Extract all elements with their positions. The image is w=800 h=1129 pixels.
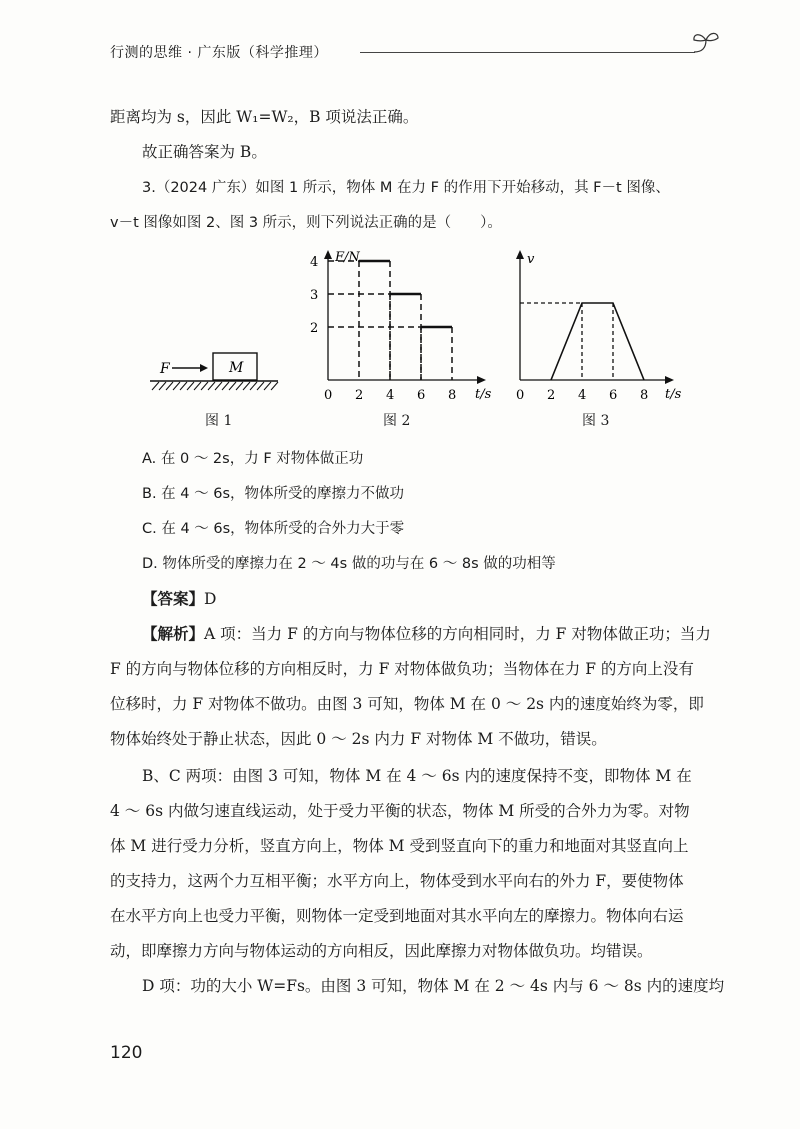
fig2-y-label: F/N: [335, 250, 360, 265]
option-d: D. 物体所受的摩擦力在 2 ～ 4s 做的功与在 6 ～ 8s 做的功相等: [142, 556, 556, 572]
analysis-line-1: 【解析】A 项：当力 F 的方向与物体位移的方向相同时，力 F 对物体做正功；当力: [142, 624, 711, 643]
fig3-velocity-line: [551, 303, 644, 380]
analysis-line-2: F 的方向与物体位移的方向相反时，力 F 对物体做负功；当物体在力 F 的方向上没有: [110, 660, 694, 678]
fig3-y-label: v: [527, 252, 535, 267]
analysis-label: 【解析】: [142, 624, 205, 643]
analysis-line-3: 位移时，力 F 对物体不做功。由图 3 可知，物体 M 在 0 ～ 2s 内的速度始终为零，即: [110, 695, 704, 713]
fig2-x-tick-label: 6: [417, 388, 426, 403]
fig2-y-tick-label: 4: [310, 255, 319, 270]
figure-2-caption: 图 2: [383, 413, 411, 429]
page-number: 120: [110, 1043, 143, 1063]
figure-1-diagram: [150, 345, 285, 395]
analysis-line-10: 动，即摩擦力方向与物体运动的方向相反，因此摩擦力对物体做负功。均错误。: [110, 942, 653, 960]
fig2-y-tick-label: 3: [310, 288, 319, 303]
answer-label: 【答案】: [142, 589, 205, 608]
fig2-x-axis-arrow: [477, 376, 486, 384]
option-a: A. 在 0 ～ 2s，力 F 对物体做正功: [142, 451, 364, 467]
answer-line: [142, 588, 216, 610]
fig1-force-arrowhead: [200, 364, 208, 372]
fig3-x-tick-label: 4: [578, 388, 587, 403]
sprout-leaf-icon: [690, 30, 722, 58]
running-header: 行测的思维 · 广东版（科学推理）: [110, 45, 328, 61]
option-b: B. 在 4 ～ 6s，物体所受的摩擦力不做功: [142, 486, 404, 502]
analysis-line-8: 的支持力，这两个力互相平衡；水平方向上，物体受到水平向右的外力 F，要使物体: [110, 872, 684, 890]
fig3-x-tick-label: 6: [609, 388, 618, 403]
figure-3-vt-graph: [500, 245, 695, 405]
figure-1-caption: 图 1: [205, 413, 233, 429]
fig2-x-tick-label: 2: [355, 388, 364, 403]
fig2-y-tick-label: 2: [310, 321, 319, 336]
analysis-line-6: 4 ～ 6s 内做匀速直线运动，处于受力平衡的状态，物体 M 所受的合外力为零。对物: [110, 802, 690, 820]
fig3-x-label: t/s: [665, 387, 682, 402]
fig2-x-tick-label: 8: [448, 388, 457, 403]
figure-2-ft-graph: [300, 245, 500, 405]
answer-value: D: [204, 590, 217, 608]
analysis-line-11: D 项：功的大小 W=Fs。由图 3 可知，物体 M 在 2 ～ 4s 内与 6 ～ 8s 内的速度均: [142, 977, 725, 995]
fig3-x-tick-label: 2: [547, 388, 556, 403]
header-rule: [360, 52, 695, 53]
prev-answer-line: 距离均为 s，因此 W₁=W₂，B 项说法正确。: [110, 108, 419, 126]
prev-answer-conclusion: 故正确答案为 B。: [142, 143, 267, 161]
analysis-line-7: 体 M 进行受力分析，竖直方向上，物体 M 受到竖直向下的重力和地面对其竖直向上: [110, 837, 689, 855]
fig2-x-label: t/s: [475, 387, 492, 402]
fig1-ground-hatch: [152, 382, 278, 390]
fig3-x-tick-label: 8: [640, 388, 649, 403]
question-stem-line-2: v－t 图像如图 2、图 3 所示，则下列说法正确的是（ ）。: [110, 215, 502, 231]
fig3-y-axis-arrow: [516, 250, 524, 259]
fig2-y-axis-arrow: [324, 250, 332, 259]
fig3-x-tick-label: 0: [516, 388, 525, 403]
fig1-block-label: M: [229, 360, 244, 376]
option-c: C. 在 4 ～ 6s，物体所受的合外力大于零: [142, 521, 405, 537]
fig1-force-label: F: [160, 361, 170, 377]
analysis-line-4: 物体始终处于静止状态，因此 0 ～ 2s 内力 F 对物体 M 不做功，错误。: [110, 730, 607, 748]
fig2-x-tick-label: 4: [386, 388, 395, 403]
fig2-x-tick-label: 0: [324, 388, 333, 403]
analysis-line-5: B、C 两项：由图 3 可知，物体 M 在 4 ～ 6s 内的速度保持不变，即物体 M 在: [142, 767, 692, 785]
analysis-line-9: 在水平方向上也受力平衡，则物体一定受到地面对其水平向左的摩擦力。物体向右运: [110, 907, 684, 925]
fig3-x-axis-arrow: [665, 376, 674, 384]
figure-3-caption: 图 3: [582, 413, 610, 429]
question-stem-line-1: 3.（2024 广东）如图 1 所示，物体 M 在力 F 的作用下开始移动，其 F－t 图像、: [142, 180, 670, 196]
